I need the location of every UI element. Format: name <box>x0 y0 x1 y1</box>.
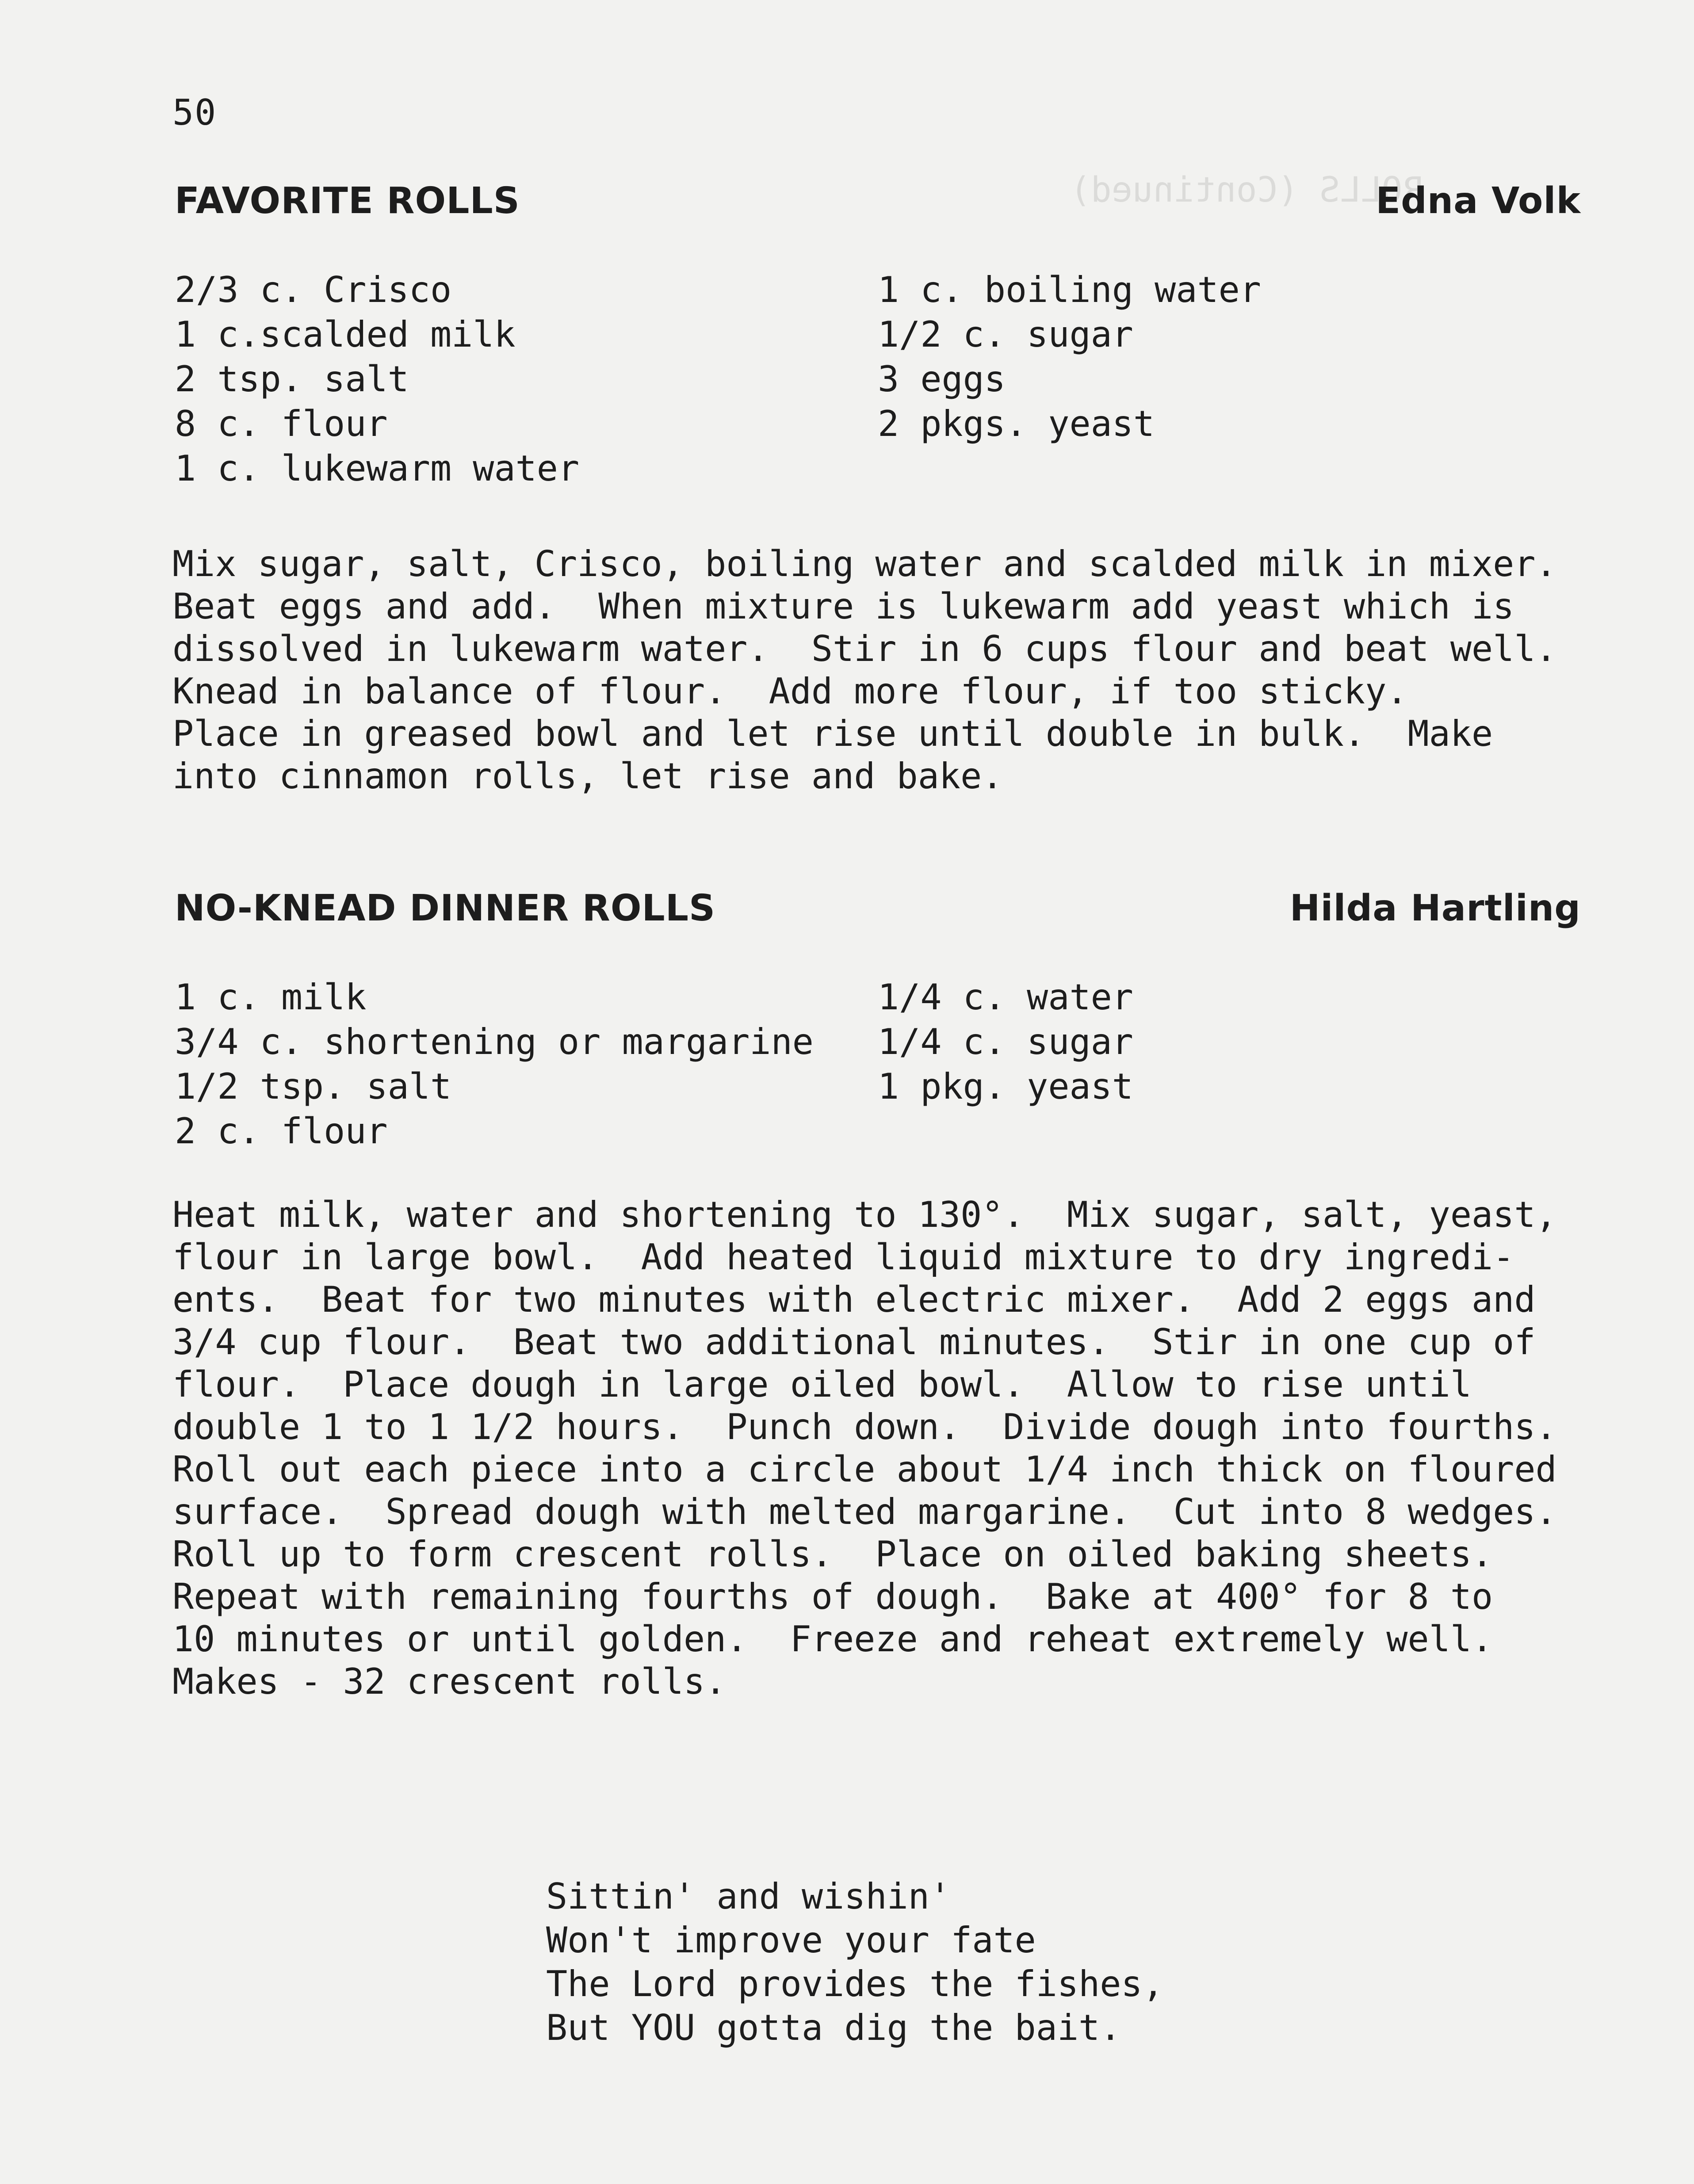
recipe-directions <box>172 543 1614 798</box>
ingredient-column-left <box>175 267 579 491</box>
directions-line: Repeat with remaining fourths of dough. Bake at 400° for 8 to <box>172 1576 1493 1617</box>
ingredient-column-right <box>878 267 1261 446</box>
directions-line: Beat eggs and add. When mixture is lukewarm add yeast which is <box>172 586 1514 627</box>
ingredient: 2 tsp. salt <box>175 359 409 400</box>
ingredient: 1 pkg. yeast <box>878 1066 1133 1107</box>
directions-line: flour in large bowl. Add heated liquid mixture to dry ingredi- <box>172 1237 1514 1278</box>
ingredient: 3/4 c. shortening or margarine <box>175 1021 814 1062</box>
recipe-header-favorite-rolls <box>175 179 1581 228</box>
page-number: 50 <box>172 92 217 133</box>
ingredient: 1 c. boiling water <box>878 269 1261 310</box>
directions-line: double 1 to 1 1/2 hours. Punch down. Divide dough into fourths. <box>172 1406 1557 1447</box>
poem-line: The Lord provides the fishes, <box>546 1963 1164 2005</box>
directions-line: dissolved in lukewarm water. Stir in 6 cups flour and beat well. <box>172 628 1557 669</box>
recipe-title: NO-KNEAD DINNER ROLLS <box>175 887 716 929</box>
poem-line: But YOU gotta dig the bait. <box>546 2007 1121 2048</box>
directions-line: 10 minutes or until golden. Freeze and reheat extremely well. <box>172 1619 1493 1660</box>
recipe-author: Edna Volk <box>1376 180 1581 222</box>
ingredient-column-left <box>175 975 814 1153</box>
directions-line: 3/4 cup flour. Beat two additional minutes. Stir in one cup of <box>172 1321 1536 1363</box>
ingredient: 1/4 c. sugar <box>878 1021 1133 1062</box>
ingredient: 2 c. flour <box>175 1111 388 1152</box>
recipe-directions <box>172 1194 1614 1703</box>
directions-line: Roll up to form crescent rolls. Place on oiled baking sheets. <box>172 1534 1493 1575</box>
poem-line: Sittin' and wishin' <box>546 1876 951 1917</box>
ingredient: 2 pkgs. yeast <box>878 403 1155 444</box>
recipe-title: FAVORITE ROLLS <box>175 180 520 222</box>
recipe-header-no-knead-dinner-rolls <box>175 886 1581 935</box>
directions-line: ents. Beat for two minutes with electric mixer. Add 2 eggs and <box>172 1279 1536 1320</box>
ingredient-column-right <box>878 975 1133 1109</box>
ingredient: 2/3 c. Crisco <box>175 269 452 310</box>
ingredient: 1 c. milk <box>175 977 367 1018</box>
directions-line: Mix sugar, salt, Crisco, boiling water and scalded milk in mixer. <box>172 543 1557 584</box>
ingredient: 3 eggs <box>878 359 1006 400</box>
recipe-author: Hilda Hartling <box>1289 887 1581 929</box>
poem-line: Won't improve your fate <box>546 1920 1036 1961</box>
directions-line: Place in greased bowl and let rise until double in bulk. Make <box>172 713 1493 754</box>
ingredient: 1 c.scalded milk <box>175 314 516 355</box>
reverse-side-show-through: ROLLS (Continued) <box>1070 170 1423 210</box>
ingredient: 1/4 c. water <box>878 977 1133 1018</box>
directions-line: flour. Place dough in large oiled bowl. Allow to rise until <box>172 1364 1472 1405</box>
directions-line: Knead in balance of flour. Add more flour, if too sticky. <box>172 671 1408 712</box>
directions-line: Roll out each piece into a circle about 1/4 inch thick on floured <box>172 1449 1557 1490</box>
directions-line: Makes - 32 crescent rolls. <box>172 1661 727 1702</box>
filler-poem <box>546 1875 1254 2050</box>
ingredient: 1/2 c. sugar <box>878 314 1133 355</box>
directions-line: into cinnamon rolls, let rise and bake. <box>172 756 1003 797</box>
ingredient: 8 c. flour <box>175 403 388 444</box>
ingredient: 1 c. lukewarm water <box>175 448 580 489</box>
ingredient: 1/2 tsp. salt <box>175 1066 452 1107</box>
directions-line: Heat milk, water and shortening to 130°. Mix sugar, salt, yeast, <box>172 1194 1557 1235</box>
directions-line: surface. Spread dough with melted margarine. Cut into 8 wedges. <box>172 1491 1557 1532</box>
